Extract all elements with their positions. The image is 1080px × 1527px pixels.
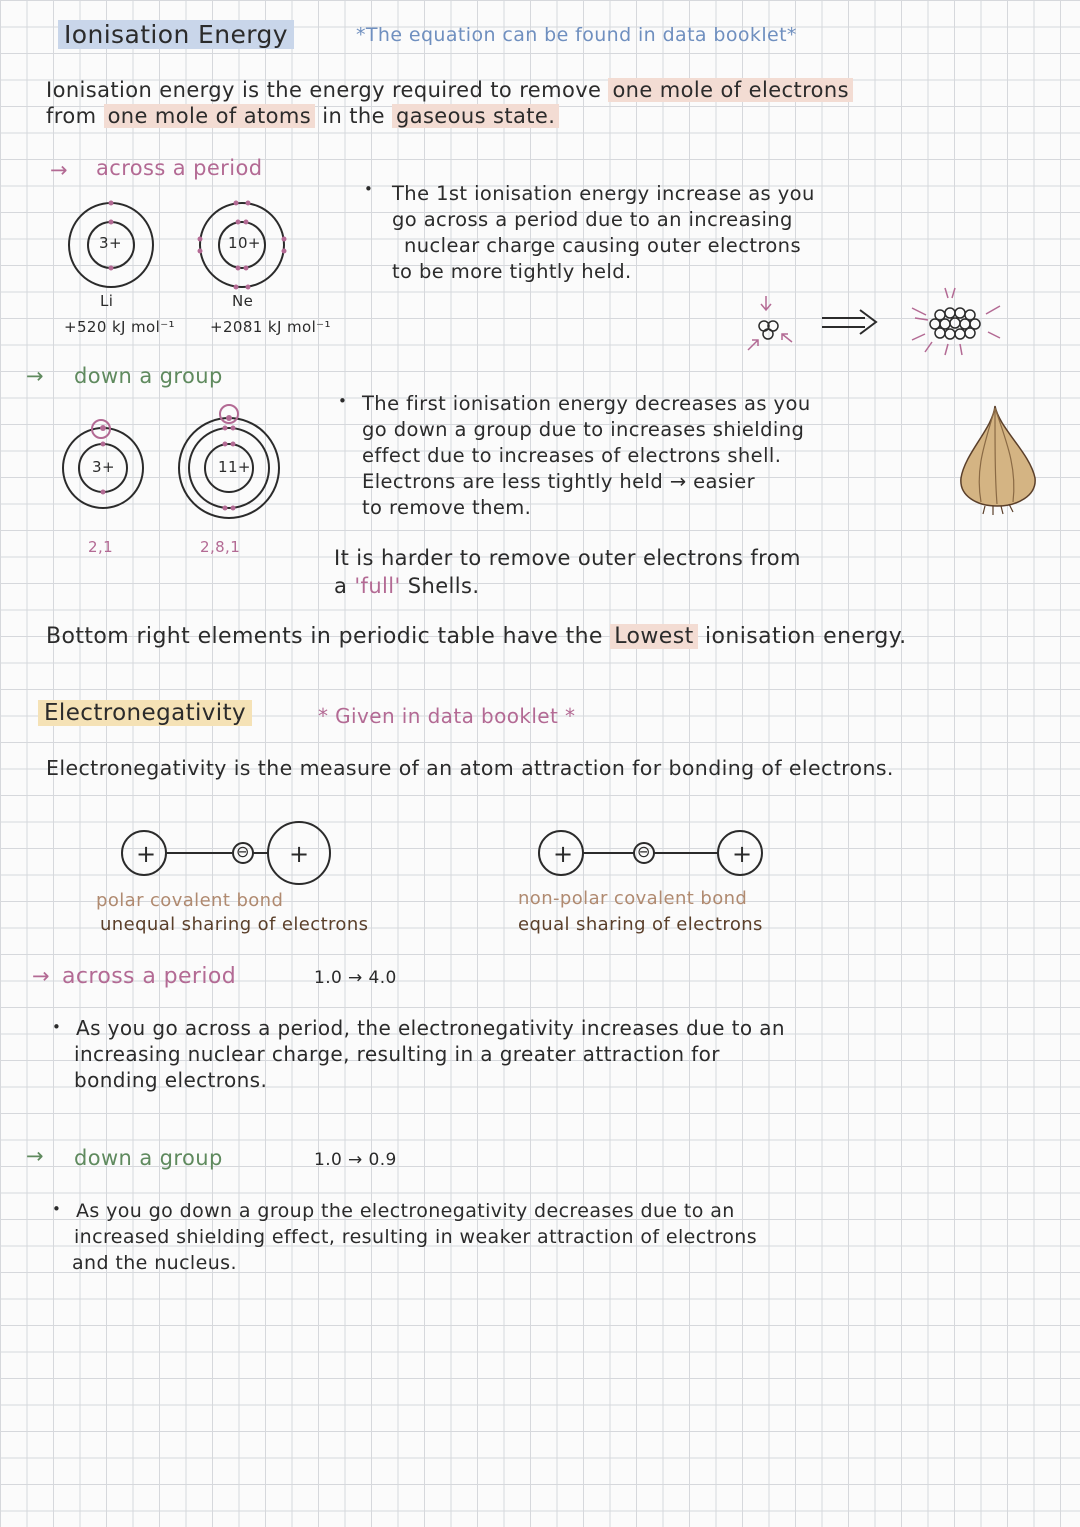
li-ionisation-energy: +520 kJ mol⁻¹ [64, 318, 175, 336]
en-group-line-1: As you go down a group the electronegativity decreases due to an [76, 1200, 735, 1222]
ne-ionisation-energy: +2081 kJ mol⁻¹ [210, 318, 331, 336]
group-arrow-icon: → [26, 364, 44, 388]
li-symbol: Li [100, 292, 114, 310]
bond-diagrams [0, 815, 1080, 895]
en-data-booklet-note: * Given in data booklet * [318, 704, 576, 728]
full-shell-line-1: It is harder to remove outer electrons from [334, 546, 801, 570]
en-period-arrow-icon: → [32, 964, 50, 988]
nonpolar-bond-label: non-polar covalent bond [518, 888, 748, 909]
polar-large-atom: + [289, 840, 310, 868]
section-title-electronegativity: Electronegativity [38, 700, 252, 726]
nonpolar-bond-desc: equal sharing of electrons [518, 914, 763, 935]
ne-nucleus-charge: 10+ [228, 234, 261, 252]
en-group-heading: down a group [74, 1146, 223, 1170]
period-line-3: nuclear charge causing outer electrons [404, 234, 802, 257]
en-period-range: 1.0 → 4.0 [314, 968, 397, 988]
en-period-bullet: • [52, 1018, 62, 1036]
polar-shared-electron: ⊖ [236, 842, 250, 861]
polar-positive-atom: + [136, 840, 157, 868]
nuclear-charge-sketch [748, 288, 1000, 355]
en-group-bullet: • [52, 1200, 62, 1218]
en-definition: Electronegativity is the measure of an atom attraction for bonding of electrons. [46, 756, 894, 780]
group-bullet: • [338, 392, 348, 410]
period-line-1: The 1st ionisation energy increase as you [392, 182, 815, 205]
period-line-2: go across a period due to an increasing [392, 208, 793, 231]
definition-line-2: from one mole of atoms in the gaseous state. [46, 104, 559, 128]
li-nucleus-charge: 3+ [99, 234, 122, 252]
group-line-1: The first ionisation energy decreases as you [362, 392, 811, 415]
group-line-2: go down a group due to increases shielding [362, 418, 805, 441]
onion-shielding-icon [955, 398, 1055, 518]
li-electron-config: 2,1 [88, 538, 114, 556]
group-line-5: to remove them. [362, 496, 532, 519]
en-period-line-3: bonding electrons. [74, 1068, 268, 1092]
definition-line-1: Ionisation energy is the energy required to remove one mole of electrons [46, 78, 853, 102]
ne-symbol: Ne [232, 292, 254, 310]
period-heading: across a period [96, 156, 263, 180]
polar-bond-label: polar covalent bond [96, 890, 284, 911]
period-bullet: • [364, 180, 374, 198]
en-period-line-2: increasing nuclear charge, resulting in a greater attraction for [74, 1042, 720, 1066]
en-period-line-1: As you go across a period, the electronegativity increases due to an [76, 1016, 785, 1040]
na-group-nucleus-charge: 11+ [218, 458, 251, 476]
full-shell-line-2: a 'full' Shells. [334, 574, 480, 598]
group-heading: down a group [74, 364, 223, 388]
na-electron-config: 2,8,1 [200, 538, 241, 556]
group-line-3: effect due to increases of electrons shell. [362, 444, 782, 467]
group-line-4: Electrons are less tightly held → easier [362, 470, 756, 493]
nonpolar-right-atom: + [732, 840, 753, 868]
nonpolar-left-atom: + [553, 840, 574, 868]
en-group-line-3: and the nucleus. [72, 1252, 237, 1274]
data-booklet-note: *The equation can be found in data booklet* [356, 24, 797, 46]
en-group-line-2: increased shielding effect, resulting in weaker attraction of electrons [74, 1226, 757, 1248]
section-title-ionisation: Ionisation Energy [58, 20, 294, 49]
nonpolar-shared-electron: ⊖ [637, 842, 651, 861]
period-line-4: to be more tightly held. [392, 260, 632, 283]
en-group-arrow-icon: → [26, 1144, 44, 1168]
group-atom-diagrams [0, 400, 400, 560]
bottom-right-statement: Bottom right elements in periodic table have the Lowest ionisation energy. [46, 624, 907, 649]
period-arrow-icon: → [50, 158, 68, 182]
li-group-nucleus-charge: 3+ [92, 458, 115, 476]
en-group-range: 1.0 → 0.9 [314, 1150, 397, 1170]
polar-bond-desc: unequal sharing of electrons [100, 914, 369, 935]
en-period-heading: across a period [62, 964, 237, 989]
